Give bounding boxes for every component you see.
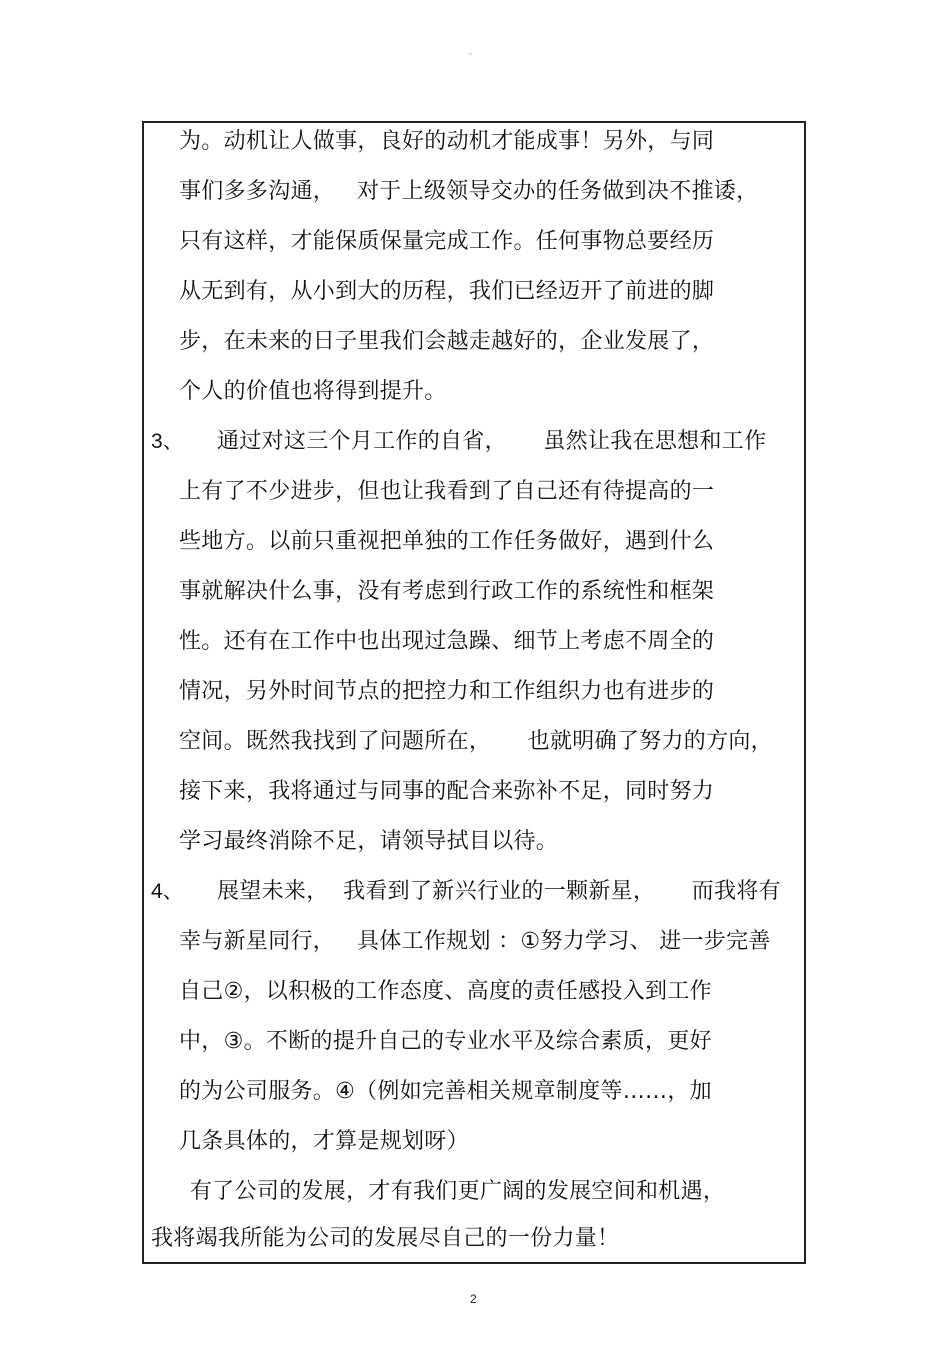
text-line: 事们多多沟通， 对于上级领导交办的任务做到决不推诿，	[179, 179, 759, 204]
text-line: 上有了不少进步，但也让我看到了自己还有待提高的一	[179, 479, 715, 504]
closing-line: 有了公司的发展，才有我们更广阔的发展空间和机遇，	[190, 1179, 726, 1204]
page-number: 2	[470, 1292, 477, 1306]
text-line: 些地方。以前只重视把单独的工作任务做好，遇到什么	[179, 529, 715, 554]
text-line: 性。还有在工作中也出现过急躁、细节上考虑不周全的	[179, 629, 715, 654]
text-line: 从无到有，从小到大的历程，我们已经迈开了前进的脚	[179, 279, 715, 304]
top-mark: 。	[469, 47, 479, 57]
text-line: 事就解决什么事，没有考虑到行政工作的系统性和框架	[179, 579, 715, 604]
text-line: 几条具体的，才算是规划呀）	[179, 1129, 469, 1154]
text-line: 接下来，我将通过与同事的配合来弥补不足，同时努力	[179, 779, 715, 804]
text-line: 中，③。不断的提升自己的专业水平及综合素质，更好	[179, 1029, 712, 1054]
text-line: 只有这样，才能保质保量完成工作。任何事物总要经历	[179, 229, 715, 254]
text-line: 学习最终消除不足，请领导拭目以待。	[179, 829, 559, 854]
section-4-number: 4、	[151, 880, 184, 903]
text-line: 展望未来， 我看到了新兴行业的一颗新星， 而我将有	[217, 879, 781, 904]
closing-line: 我将竭我所能为公司的发展尽自己的一份力量！	[151, 1226, 620, 1251]
text-line: 个人的价值也将得到提升。	[179, 379, 447, 404]
text-line: 空间。既然我找到了问题所在， 也就明确了努力的方向，	[179, 729, 773, 754]
text-line: 幸与新星同行， 具体工作规划 ：①努力学习、 进一步完善	[179, 929, 771, 954]
text-line: 情况，另外时间节点的把控力和工作组织力也有进步的	[179, 679, 715, 704]
section-3-number: 3、	[151, 430, 184, 453]
text-line: 的为公司服务。④（例如完善相关规章制度等……，加	[179, 1079, 712, 1104]
text-line: 步，在未来的日子里我们会越走越好的，企业发展了，	[179, 329, 715, 354]
text-line: 自己②，以积极的工作态度、高度的责任感投入到工作	[179, 979, 712, 1004]
text-line: 为。动机让人做事，良好的动机才能成事！另外，与同	[179, 129, 715, 154]
text-line: 通过对这三个月工作的自省， 虽然让我在思想和工作	[217, 429, 767, 454]
